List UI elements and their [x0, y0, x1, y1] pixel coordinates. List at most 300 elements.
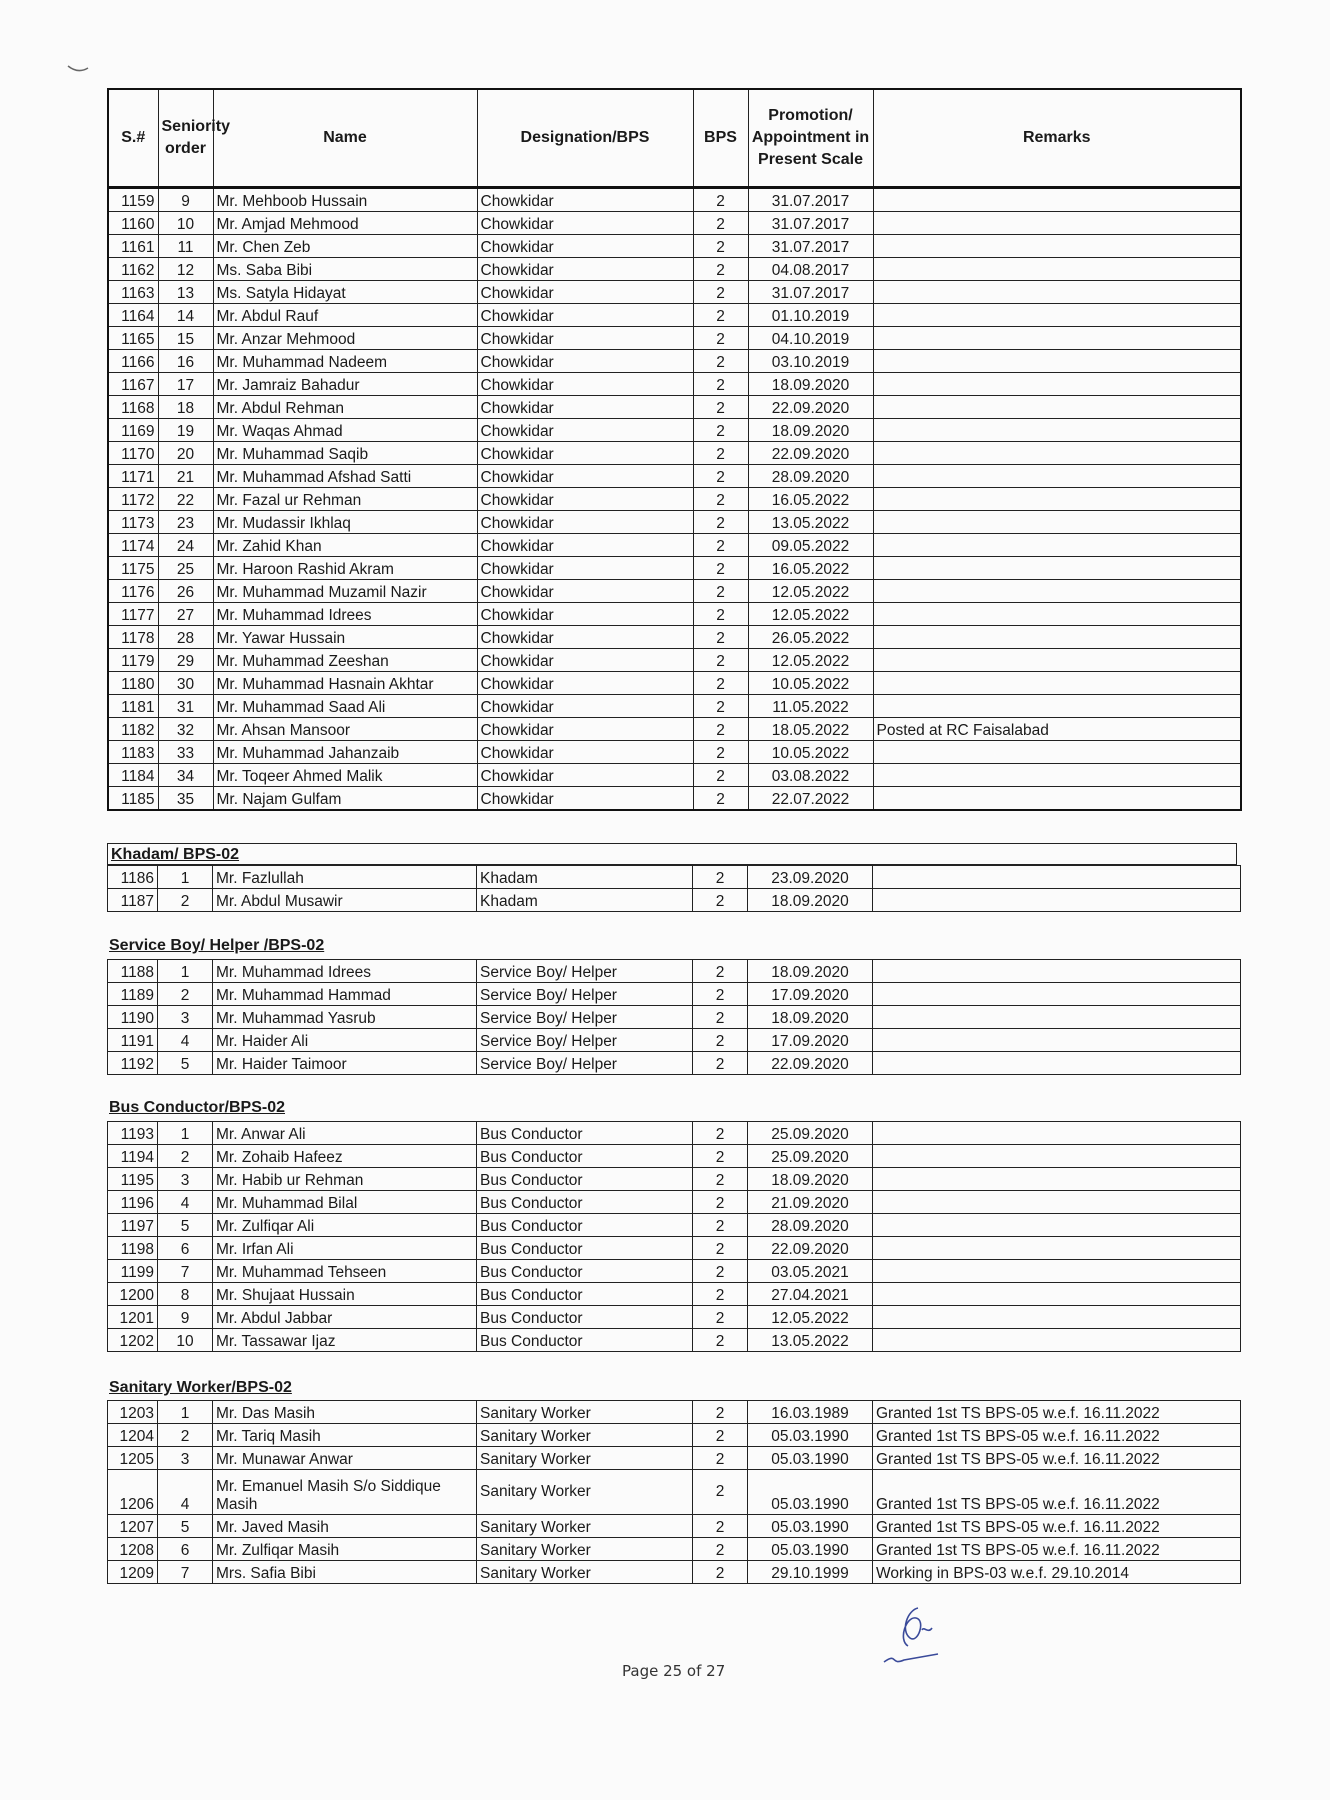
- cell-sno: 1182: [108, 717, 158, 740]
- cell-bps: 2: [693, 1561, 748, 1584]
- cell-promotion-date: 05.03.1990: [748, 1538, 873, 1561]
- cell-bps: 2: [693, 625, 748, 648]
- cell-name: Mr. Muhammad Hasnain Akhtar: [213, 671, 477, 694]
- cell-name: Mr. Haroon Rashid Akram: [213, 556, 477, 579]
- cell-name: Mr. Tariq Masih: [213, 1424, 477, 1447]
- cell-designation: Chowkidar: [477, 786, 693, 810]
- cell-bps: 2: [693, 786, 748, 810]
- table-row: [108, 625, 1241, 648]
- cell-bps: 2: [693, 671, 748, 694]
- cell-sno: 1159: [108, 187, 158, 211]
- cell-bps: 2: [693, 257, 748, 280]
- cell-promotion-date: 12.05.2022: [748, 602, 873, 625]
- cell-seniority-order: 19: [158, 418, 213, 441]
- cell-bps: 2: [693, 533, 748, 556]
- cell-promotion-date: 10.05.2022: [748, 671, 873, 694]
- cell-designation: Bus Conductor: [477, 1306, 693, 1329]
- cell-seniority-order: 1: [158, 1122, 213, 1145]
- cell-sno: 1177: [108, 602, 158, 625]
- cell-promotion-date: 28.09.2020: [748, 464, 873, 487]
- cell-seniority-order: 25: [158, 556, 213, 579]
- cell-bps: 2: [693, 234, 748, 257]
- cell-sno: 1179: [108, 648, 158, 671]
- table-row: [108, 257, 1241, 280]
- cell-seniority-order: 17: [158, 372, 213, 395]
- cell-name: Mr. Irfan Ali: [213, 1237, 477, 1260]
- cell-sno: 1189: [108, 983, 158, 1006]
- cell-name: Mr. Zohaib Hafeez: [213, 1145, 477, 1168]
- cell-promotion-date: 31.07.2017: [748, 211, 873, 234]
- cell-bps: 2: [693, 889, 748, 912]
- cell-bps: 2: [693, 602, 748, 625]
- cell-remarks: [873, 1122, 1241, 1145]
- cell-designation: Service Boy/ Helper: [477, 1029, 693, 1052]
- table-row: [108, 556, 1241, 579]
- cell-promotion-date: 18.09.2020: [748, 1168, 873, 1191]
- cell-remarks: [873, 625, 1241, 648]
- cell-promotion-date: 05.03.1990: [748, 1515, 873, 1538]
- cell-remarks: [873, 740, 1241, 763]
- cell-seniority-order: 2: [158, 1424, 213, 1447]
- cell-name: Mr. Mehboob Hussain: [213, 187, 477, 211]
- table-row: [108, 1237, 1241, 1260]
- table-row: [108, 602, 1241, 625]
- cell-remarks: Posted at RC Faisalabad: [873, 717, 1241, 740]
- cell-name: Mr. Tassawar Ijaz: [213, 1329, 477, 1352]
- header-remarks: Remarks: [873, 89, 1241, 187]
- cell-name: Mrs. Safia Bibi: [213, 1561, 477, 1584]
- cell-promotion-date: 22.09.2020: [748, 1237, 873, 1260]
- cell-name: Mr. Muhammad Saad Ali: [213, 694, 477, 717]
- table-row: [108, 786, 1241, 810]
- cell-bps: 2: [693, 1006, 748, 1029]
- cell-designation: Chowkidar: [477, 625, 693, 648]
- cell-bps: 2: [693, 648, 748, 671]
- table-row: [108, 510, 1241, 533]
- table-row: [108, 1006, 1241, 1029]
- cell-sno: 1185: [108, 786, 158, 810]
- cell-remarks: [873, 1283, 1241, 1306]
- cell-promotion-date: 13.05.2022: [748, 510, 873, 533]
- table-row: [108, 326, 1241, 349]
- cell-sno: 1207: [108, 1515, 158, 1538]
- cell-promotion-date: 18.05.2022: [748, 717, 873, 740]
- cell-designation: Chowkidar: [477, 763, 693, 786]
- cell-bps: 2: [693, 1168, 748, 1191]
- header-promotion-date: Promotion/ Appointment in Present Scale: [748, 89, 873, 187]
- cell-bps: 2: [693, 1145, 748, 1168]
- cell-designation: Chowkidar: [477, 579, 693, 602]
- cell-sno: 1166: [108, 349, 158, 372]
- cell-remarks: [873, 889, 1241, 912]
- cell-name: Mr. Toqeer Ahmed Malik: [213, 763, 477, 786]
- cell-remarks: [873, 187, 1241, 211]
- cell-seniority-order: 29: [158, 648, 213, 671]
- section-title-sanitary-worker: Sanitary Worker/BPS-02: [109, 1379, 292, 1396]
- cell-bps: 2: [693, 556, 748, 579]
- cell-designation: Bus Conductor: [477, 1145, 693, 1168]
- cell-promotion-date: 10.05.2022: [748, 740, 873, 763]
- cell-promotion-date: 16.05.2022: [748, 487, 873, 510]
- cell-sno: 1178: [108, 625, 158, 648]
- cell-promotion-date: 22.07.2022: [748, 786, 873, 810]
- cell-promotion-date: 22.09.2020: [748, 395, 873, 418]
- cell-promotion-date: 25.09.2020: [748, 1122, 873, 1145]
- cell-promotion-date: 12.05.2022: [748, 648, 873, 671]
- cell-name: Mr. Haider Taimoor: [213, 1052, 477, 1075]
- cell-sno: 1173: [108, 510, 158, 533]
- cell-promotion-date: 23.09.2020: [748, 866, 873, 889]
- table-row: [108, 187, 1241, 211]
- cell-bps: 2: [693, 983, 748, 1006]
- cell-designation: Khadam: [477, 889, 693, 912]
- cell-name: Mr. Muhammad Idrees: [213, 960, 477, 983]
- header-designation: Designation/BPS: [477, 89, 693, 187]
- cell-sno: 1206: [108, 1470, 158, 1515]
- cell-seniority-order: 4: [158, 1191, 213, 1214]
- cell-bps: 2: [693, 1260, 748, 1283]
- cell-bps: 2: [693, 187, 748, 211]
- cell-name: Mr. Abdul Musawir: [213, 889, 477, 912]
- cell-name: Mr. Najam Gulfam: [213, 786, 477, 810]
- cell-designation: Sanitary Worker: [477, 1470, 693, 1515]
- cell-sno: 1176: [108, 579, 158, 602]
- cell-designation: Sanitary Worker: [477, 1424, 693, 1447]
- cell-name: Mr. Zahid Khan: [213, 533, 477, 556]
- cell-remarks: [873, 349, 1241, 372]
- cell-designation: Sanitary Worker: [477, 1447, 693, 1470]
- table-row: [108, 1470, 1241, 1515]
- cell-sno: 1204: [108, 1424, 158, 1447]
- cell-remarks: [873, 234, 1241, 257]
- cell-designation: Chowkidar: [477, 234, 693, 257]
- cell-name: Mr. Munawar Anwar: [213, 1447, 477, 1470]
- cell-name: Ms. Satyla Hidayat: [213, 280, 477, 303]
- table-row: [108, 1283, 1241, 1306]
- cell-promotion-date: 04.10.2019: [748, 326, 873, 349]
- cell-promotion-date: 26.05.2022: [748, 625, 873, 648]
- cell-sno: 1172: [108, 487, 158, 510]
- cell-remarks: [873, 1191, 1241, 1214]
- cell-bps: 2: [693, 349, 748, 372]
- cell-sno: 1190: [108, 1006, 158, 1029]
- seniority-table-bus-conductor: [107, 1121, 1241, 1352]
- cell-sno: 1187: [108, 889, 158, 912]
- cell-promotion-date: 18.09.2020: [748, 889, 873, 912]
- cell-bps: 2: [693, 1515, 748, 1538]
- cell-name: Mr. Habib ur Rehman: [213, 1168, 477, 1191]
- cell-sno: 1180: [108, 671, 158, 694]
- cell-name: Mr. Muhammad Hammad: [213, 983, 477, 1006]
- cell-promotion-date: 04.08.2017: [748, 257, 873, 280]
- cell-designation: Bus Conductor: [477, 1168, 693, 1191]
- cell-name: Mr. Yawar Hussain: [213, 625, 477, 648]
- cell-seniority-order: 18: [158, 395, 213, 418]
- cell-seniority-order: 14: [158, 303, 213, 326]
- cell-sno: 1197: [108, 1214, 158, 1237]
- cell-name: Mr. Muhammad Idrees: [213, 602, 477, 625]
- cell-bps: 2: [693, 1538, 748, 1561]
- cell-bps: 2: [693, 960, 748, 983]
- cell-sno: 1186: [108, 866, 158, 889]
- header-seniority-order: Seniority order: [158, 89, 213, 187]
- cell-sno: 1184: [108, 763, 158, 786]
- cell-seniority-order: 8: [158, 1283, 213, 1306]
- table-row: [108, 1168, 1241, 1191]
- cell-sno: 1191: [108, 1029, 158, 1052]
- cell-remarks: Granted 1st TS BPS-05 w.e.f. 16.11.2022: [873, 1424, 1241, 1447]
- table-row: [108, 303, 1241, 326]
- cell-seniority-order: 5: [158, 1214, 213, 1237]
- cell-name: Mr. Das Masih: [213, 1401, 477, 1424]
- cell-remarks: Granted 1st TS BPS-05 w.e.f. 16.11.2022: [873, 1470, 1241, 1515]
- cell-seniority-order: 6: [158, 1237, 213, 1260]
- cell-name: Mr. Muhammad Saqib: [213, 441, 477, 464]
- cell-bps: 2: [693, 694, 748, 717]
- cell-name: Mr. Muhammad Yasrub: [213, 1006, 477, 1029]
- cell-seniority-order: 16: [158, 349, 213, 372]
- scan-mark-icon: [66, 62, 90, 76]
- cell-seniority-order: 20: [158, 441, 213, 464]
- cell-name: Mr. Fazlullah: [213, 866, 477, 889]
- table-row: [108, 1401, 1241, 1424]
- cell-bps: 2: [693, 211, 748, 234]
- table-row: [108, 372, 1241, 395]
- cell-seniority-order: 9: [158, 187, 213, 211]
- cell-name: Mr. Waqas Ahmad: [213, 418, 477, 441]
- table-row: [108, 579, 1241, 602]
- cell-bps: 2: [693, 740, 748, 763]
- cell-designation: Khadam: [477, 866, 693, 889]
- cell-designation: Chowkidar: [477, 211, 693, 234]
- cell-promotion-date: 16.05.2022: [748, 556, 873, 579]
- cell-seniority-order: 34: [158, 763, 213, 786]
- cell-promotion-date: 18.09.2020: [748, 372, 873, 395]
- cell-remarks: [873, 960, 1241, 983]
- cell-remarks: [873, 763, 1241, 786]
- cell-promotion-date: 28.09.2020: [748, 1214, 873, 1237]
- cell-promotion-date: 16.03.1989: [748, 1401, 873, 1424]
- seniority-table-chowkidar: [107, 88, 1242, 811]
- cell-sno: 1183: [108, 740, 158, 763]
- cell-remarks: [873, 510, 1241, 533]
- cell-name: Mr. Muhammad Afshad Satti: [213, 464, 477, 487]
- cell-bps: 2: [693, 280, 748, 303]
- cell-bps: 2: [693, 1283, 748, 1306]
- cell-remarks: [873, 464, 1241, 487]
- cell-sno: 1167: [108, 372, 158, 395]
- cell-bps: 2: [693, 1401, 748, 1424]
- cell-remarks: Granted 1st TS BPS-05 w.e.f. 16.11.2022: [873, 1538, 1241, 1561]
- section-title-khadam: Khadam/ BPS-02: [107, 843, 1237, 865]
- table-row: [108, 464, 1241, 487]
- cell-bps: 2: [693, 866, 748, 889]
- table-row: [108, 866, 1241, 889]
- cell-name: Mr. Zulfiqar Ali: [213, 1214, 477, 1237]
- cell-remarks: [873, 1029, 1241, 1052]
- cell-bps: 2: [693, 372, 748, 395]
- cell-seniority-order: 22: [158, 487, 213, 510]
- table-row: [108, 1122, 1241, 1145]
- cell-designation: Chowkidar: [477, 487, 693, 510]
- cell-promotion-date: 12.05.2022: [748, 1306, 873, 1329]
- cell-promotion-date: 18.09.2020: [748, 960, 873, 983]
- cell-promotion-date: 22.09.2020: [748, 441, 873, 464]
- cell-sno: 1202: [108, 1329, 158, 1352]
- cell-remarks: [873, 671, 1241, 694]
- table-row: [108, 1214, 1241, 1237]
- cell-seniority-order: 27: [158, 602, 213, 625]
- cell-designation: Bus Conductor: [477, 1214, 693, 1237]
- cell-designation: Chowkidar: [477, 326, 693, 349]
- cell-designation: Bus Conductor: [477, 1237, 693, 1260]
- table-header-row: [108, 89, 1241, 187]
- table-row: [108, 648, 1241, 671]
- table-row: [108, 234, 1241, 257]
- signature-icon: [878, 1600, 958, 1670]
- cell-name: Mr. Muhammad Bilal: [213, 1191, 477, 1214]
- cell-designation: Chowkidar: [477, 717, 693, 740]
- cell-remarks: [873, 1052, 1241, 1075]
- cell-bps: 2: [693, 717, 748, 740]
- cell-name: Mr. Muhammad Muzamil Nazir: [213, 579, 477, 602]
- cell-remarks: Granted 1st TS BPS-05 w.e.f. 16.11.2022: [873, 1447, 1241, 1470]
- table-row: [108, 280, 1241, 303]
- cell-sno: 1168: [108, 395, 158, 418]
- cell-name: Mr. Jamraiz Bahadur: [213, 372, 477, 395]
- cell-remarks: [873, 579, 1241, 602]
- cell-designation: Chowkidar: [477, 418, 693, 441]
- cell-remarks: [873, 372, 1241, 395]
- cell-promotion-date: 13.05.2022: [748, 1329, 873, 1352]
- cell-bps: 2: [693, 487, 748, 510]
- cell-promotion-date: 03.05.2021: [748, 1260, 873, 1283]
- cell-sno: 1164: [108, 303, 158, 326]
- cell-designation: Service Boy/ Helper: [477, 1052, 693, 1075]
- cell-sno: 1195: [108, 1168, 158, 1191]
- table-row: [108, 1329, 1241, 1352]
- cell-seniority-order: 13: [158, 280, 213, 303]
- cell-sno: 1209: [108, 1561, 158, 1584]
- cell-designation: Chowkidar: [477, 556, 693, 579]
- cell-remarks: [873, 1006, 1241, 1029]
- table-row: [108, 1306, 1241, 1329]
- cell-bps: 2: [693, 1306, 748, 1329]
- cell-sno: 1175: [108, 556, 158, 579]
- table-row: [108, 1029, 1241, 1052]
- cell-bps: 2: [693, 1029, 748, 1052]
- cell-designation: Bus Conductor: [477, 1191, 693, 1214]
- cell-bps: 2: [693, 579, 748, 602]
- cell-promotion-date: 27.04.2021: [748, 1283, 873, 1306]
- page-number: Page 25 of 27: [622, 1662, 726, 1680]
- cell-sno: 1200: [108, 1283, 158, 1306]
- cell-seniority-order: 2: [158, 983, 213, 1006]
- cell-seniority-order: 4: [158, 1029, 213, 1052]
- table-row: [108, 983, 1241, 1006]
- table-row: [108, 533, 1241, 556]
- cell-sno: 1163: [108, 280, 158, 303]
- cell-promotion-date: 31.07.2017: [748, 187, 873, 211]
- cell-promotion-date: 18.09.2020: [748, 418, 873, 441]
- cell-bps: 2: [693, 1424, 748, 1447]
- cell-name: Mr. Muhammad Jahanzaib: [213, 740, 477, 763]
- cell-name: Mr. Ahsan Mansoor: [213, 717, 477, 740]
- header-sno: S.#: [108, 89, 158, 187]
- cell-remarks: [873, 326, 1241, 349]
- cell-remarks: [873, 395, 1241, 418]
- cell-remarks: [873, 441, 1241, 464]
- cell-designation: Chowkidar: [477, 303, 693, 326]
- cell-designation: Bus Conductor: [477, 1283, 693, 1306]
- cell-designation: Chowkidar: [477, 257, 693, 280]
- cell-sno: 1192: [108, 1052, 158, 1075]
- cell-name: Mr. Anzar Mehmood: [213, 326, 477, 349]
- cell-seniority-order: 15: [158, 326, 213, 349]
- cell-promotion-date: 21.09.2020: [748, 1191, 873, 1214]
- cell-designation: Chowkidar: [477, 510, 693, 533]
- cell-designation: Chowkidar: [477, 740, 693, 763]
- cell-bps: 2: [693, 1329, 748, 1352]
- cell-sno: 1194: [108, 1145, 158, 1168]
- cell-seniority-order: 2: [158, 1145, 213, 1168]
- cell-name: Mr. Muhammad Zeeshan: [213, 648, 477, 671]
- cell-sno: 1201: [108, 1306, 158, 1329]
- cell-sno: 1181: [108, 694, 158, 717]
- cell-designation: Chowkidar: [477, 441, 693, 464]
- cell-sno: 1193: [108, 1122, 158, 1145]
- cell-promotion-date: 03.08.2022: [748, 763, 873, 786]
- cell-seniority-order: 3: [158, 1447, 213, 1470]
- section-title-bus-conductor: Bus Conductor/BPS-02: [109, 1099, 286, 1116]
- cell-seniority-order: 9: [158, 1306, 213, 1329]
- cell-seniority-order: 12: [158, 257, 213, 280]
- cell-promotion-date: 22.09.2020: [748, 1052, 873, 1075]
- cell-seniority-order: 1: [158, 960, 213, 983]
- cell-name: Mr. Fazal ur Rehman: [213, 487, 477, 510]
- cell-name: Mr. Emanuel Masih S/o Siddique Masih: [213, 1470, 477, 1515]
- cell-designation: Sanitary Worker: [477, 1401, 693, 1424]
- cell-remarks: Granted 1st TS BPS-05 w.e.f. 16.11.2022: [873, 1515, 1241, 1538]
- cell-promotion-date: 18.09.2020: [748, 1006, 873, 1029]
- cell-remarks: [873, 556, 1241, 579]
- cell-seniority-order: 32: [158, 717, 213, 740]
- cell-designation: Bus Conductor: [477, 1122, 693, 1145]
- cell-seniority-order: 5: [158, 1515, 213, 1538]
- table-row: [108, 418, 1241, 441]
- cell-designation: Bus Conductor: [477, 1260, 693, 1283]
- cell-seniority-order: 31: [158, 694, 213, 717]
- cell-sno: 1196: [108, 1191, 158, 1214]
- cell-remarks: [873, 648, 1241, 671]
- cell-designation: Chowkidar: [477, 602, 693, 625]
- cell-remarks: [873, 487, 1241, 510]
- cell-promotion-date: 03.10.2019: [748, 349, 873, 372]
- table-row: [108, 1447, 1241, 1470]
- table-row: [108, 441, 1241, 464]
- cell-remarks: [873, 866, 1241, 889]
- cell-seniority-order: 33: [158, 740, 213, 763]
- cell-seniority-order: 1: [158, 866, 213, 889]
- table-row: [108, 694, 1241, 717]
- table-row: [108, 1515, 1241, 1538]
- table-row: [108, 889, 1241, 912]
- cell-name: Mr. Muhammad Tehseen: [213, 1260, 477, 1283]
- cell-remarks: [873, 694, 1241, 717]
- cell-designation: Chowkidar: [477, 648, 693, 671]
- table-row: [108, 1424, 1241, 1447]
- cell-bps: 2: [693, 1214, 748, 1237]
